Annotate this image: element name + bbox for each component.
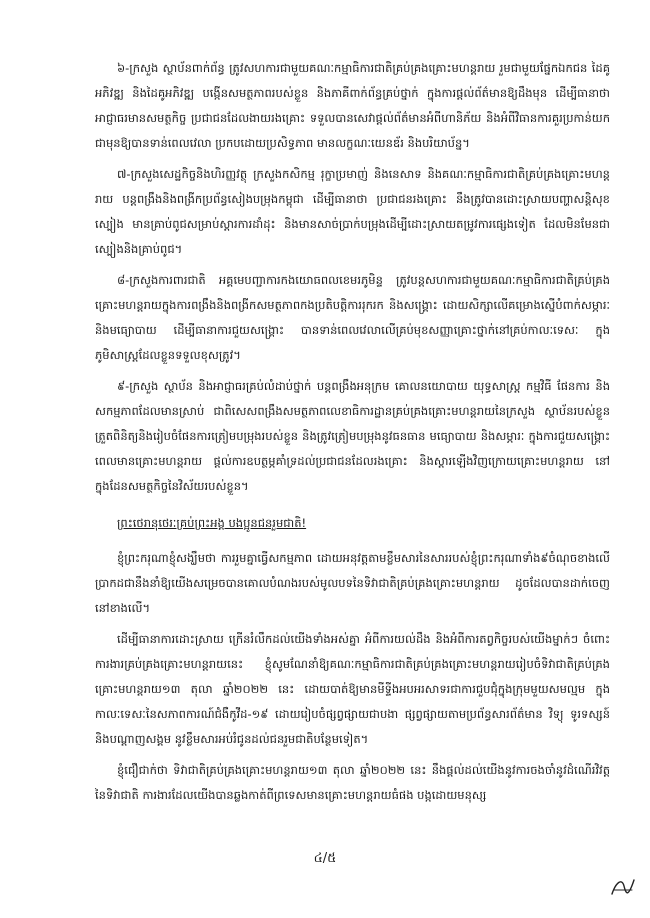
greeting-line: ព្រះថេរានុថេរៈគ្រប់ព្រះអង្គ បងប្អូនជនរួមជាតិ! [117, 516, 307, 530]
paragraph-item-7: ៧-ក្រសួងសេដ្ឋកិច្ចនិងហិរញ្ញវត្ថុ ក្រសួងកសិកម្ម រុក្ខាប្រមាញ់ និងនេសាទ និងគណៈកម្មាធិការជាតិគ្រប់គ្រងគ្រោះមហន្តរាយ បន្តពង្រឹងនិងពង្រីកប្រព័ន្ធសៀងបម្រុងកម្ពុជា ដើម្បីធានាថា ប្រជាជនរងគ្រោះ នឹងត្រូវបានដោះស្រាយបញ្ហាសន្តិសុខស្បៀង មានគ្រាប់ពូជសម្រាប់ស្តារការដាំដុះ និងមានសាច់ប្រាក់បម្រុងដើម្បីដោះស្រាយតម្រូវការផ្សេងទៀត ដែលមិនមែនជាស្បៀងនិងគ្រាប់ពូជ។ [95, 167, 610, 256]
paragraph-item-9: ៩-ក្រសួង ស្ថាប័ន និងអាជ្ញាធរគ្រប់លំដាប់ថ្នាក់ បន្តពង្រឹងអនុក្រម គោលនយោបាយ យុទ្ធសាស្ត្រ កម្មវិធី ផែនការ និងសកម្មភាពដែលមានស្រាប់ ជាពិសេសពង្រឹងសមត្ថភាពលេខាធិការដ្ឋានគ្រប់គ្រងគ្រោះមហន្តរាយនៃក្រសួង ស្ថាប័នរបស់ខ្លួន ត្រួតពិនិត្យនិងរៀបចំផែនការត្រៀមបម្រុងរបស់ខ្លួន និងត្រូវត្រៀមបម្រុងនូវធនធាន មធ្យោបាយ និងសម្ភារៈ ក្នុងការជួយសង្គ្រោះពេលមានគ្រោះមហន្តរាយ ផ្តល់ការឧបត្ថម្ភគាំទ្រដល់ប្រជាជនដែលរងគ្រោះ និងស្តារឡើងវិញក្រោយគ្រោះមហន្តរាយ នៅក្នុងដែនសមត្ថកិច្ចនៃវិស័យរបស់ខ្លួន។ [95, 379, 610, 493]
closing-paragraph-2: ដើម្បីធានាការដោះស្រាយ ក្រើនរំលឹកដល់យើងទាំងអស់គ្នា អំពីការយល់ដឹង និងអំពីការតព្វកិច្ចរបស់យើងម្នាក់ៗ ចំពោះការងារគ្រប់គ្រងគ្រោះមហន្តរាយនេះ ខ្ញុំសូមណែនាំឱ្យគណៈកម្មាធិការជាតិគ្រប់គ្រងគ្រោះមហន្តរាយរៀបចំទិវាជាតិគ្រប់គ្រងគ្រោះមហន្តរាយ១៣ តុលា ឆ្នាំ២០២២ នេះ ដោយបាត់ឱ្យមានមីទ្ទីងអបអរសាទរជាការជួបជុំក្នុងក្រុមមួយសមល្មម ក្នុងកាលៈទេសៈនៃសភាពការណ៍ជំងឺកូវីដ-១៩ ដោយរៀបចំផ្សព្វផ្សាយជាបងា ផ្សព្វផ្សាយតាមប្រព័ន្ធសារព័ត៌មាន វិទ្យុ ទូរទស្សន៍ និងបណ្តាញសង្គម នូវខ្លឹមសារអប់រំជូនដល់ជនរួមជាតិបន្ថែមទៀត។ [95, 632, 610, 746]
signature-mark [608, 872, 638, 902]
paragraph-item-6: ៦-ក្រសួង ស្ថាប័នពាក់ព័ន្ធ ត្រូវសហការជាមួយគណៈកម្មាធិការជាតិគ្រប់គ្រងគ្រោះមហន្តរាយ រួមជាមួយផ្នែកឯកជន ដៃគូអភិវឌ្ឍ និងដៃគូអភិវឌ្ឍ បង្កើនសមត្ថភាពរបស់ខ្លួន និងភាគីពាក់ព័ន្ធគ្រប់ថ្នាក់ ក្នុងការផ្តល់ព័ត៌មានឱ្យដឹងមុន ដើម្បីធានាថា អាជ្ញាធរមានសមត្ថកិច្ច ប្រជាជនដែលងាយរងគ្រោះ ទទួលបានសេវាផ្តល់ព័ត៌មានអំពីហានិភ័យ និងអំពីវិធានការគួរប្រកាន់យកជាមុនឱ្យបានទាន់ពេលវេលា ប្រកបដោយប្រសិទ្ធភាព មានលក្ខណៈយេនឌ័រ និងបរិយាប័ន្ន។ [95, 61, 610, 150]
closing-paragraph-1: ខ្ញុំព្រះករុណាខ្ញុំសង្ឃឹមថា ការរួមគ្នាធ្វើសកម្មភាព ដោយអនុវត្តតាមខ្លឹមសារនៃសាររបស់ខ្ញុំព្រះករុណាទាំង៩ចំណុចខាងលើ ប្រាកដជានឹងនាំឱ្យយើងសម្រេចបានគោលបំណងរបស់មូលបទនៃទិវាជាតិគ្រប់គ្រងគ្រោះមហន្តរាយ ដូចដែលបានដាក់ចេញនៅខាងលើ។ [95, 551, 610, 615]
closing-paragraph-3: ខ្ញុំជឿជាក់ថា ទិវាជាតិគ្រប់គ្រងគ្រោះមហន្តរាយ១៣ តុលា ឆ្នាំ២០២២ នេះ នឹងផ្តល់ដល់យើងនូវការចងចាំនូវដំណើរវិវត្តនៃទិវាជាតិ ការងារដែលយើងបានឆ្លងកាត់ពីព្រទេសមានគ្រោះមហន្តរាយធំផង បង្កដោយមនុស្ស [95, 763, 610, 802]
page-number: ៤/៥ [313, 851, 337, 866]
paragraph-item-8: ៨-ក្រសួងការពារជាតិ អគ្គមេបញ្ជាការកងយោធពលខេមរភូមិន្ទ ត្រូវបន្តសហការជាមួយគណៈកម្មាធិការជាតិគ្រប់គ្រងគ្រោះមហន្តរាយក្នុងការពង្រឹងនិងពង្រីកសមត្ថភាពកងប្រតិបត្តិការរុករក និងសង្គ្រោះ ដោយសិក្សាលើគម្រោងស្នើបំពាក់សម្ភារៈនិងមធ្យោបាយ ដើម្បីធានាការជួយសង្គ្រោះ បានទាន់ពេលវេលាលើគ្រប់មុខសញ្ញាគ្រោះថ្នាក់នៅគ្រប់កាលៈទេសៈ ក្នុងភូមិសាស្ត្រដែលខ្លួនទទួលខុសត្រូវ។ [95, 273, 610, 362]
